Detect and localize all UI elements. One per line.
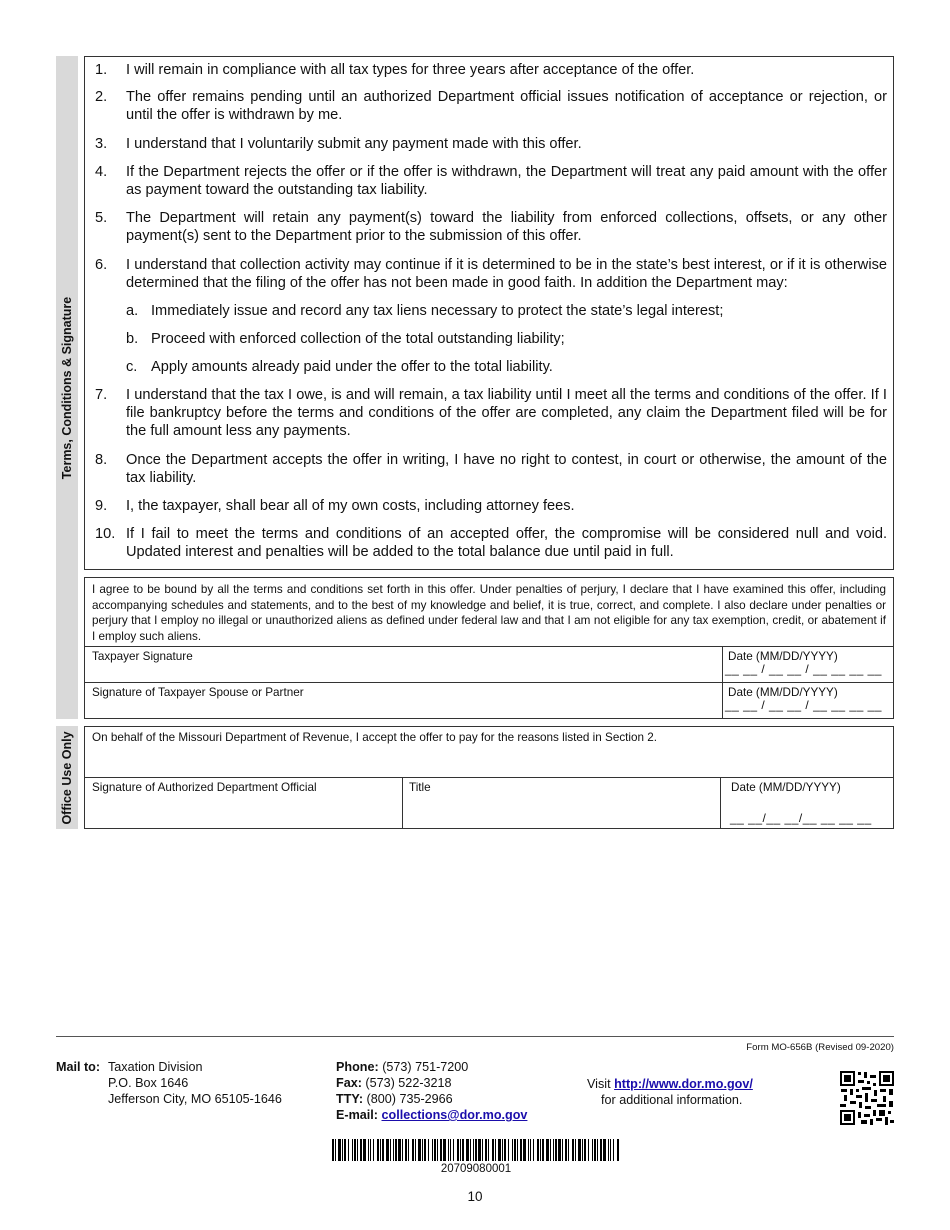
spouse-signature-label: Signature of Taxpayer Spouse or Partner (92, 686, 304, 699)
fax-line: Fax: (573) 522-3218 (336, 1076, 452, 1090)
taxpayer-signature-field[interactable] (86, 647, 721, 681)
website-link[interactable]: http://www.dor.mo.gov/ (614, 1077, 753, 1091)
tty-line: TTY: (800) 735-2966 (336, 1092, 453, 1106)
office-date-label: Date (MM/DD/YYYY) (731, 781, 841, 794)
form-id: Form MO-656B (Revised 09-2020) (746, 1042, 894, 1053)
term-item: 10. If I fail to meet the terms and conditions of an accepted offer, the compromise will be considered null and void. Updated interest and penalties will be added to the total balance due until paid in full. (95, 526, 887, 561)
footer-rule (56, 1036, 894, 1037)
term-item: 9. I, the taxpayer, shall bear all of my own costs, including attorney fees. (95, 498, 575, 514)
office-use-box (84, 726, 894, 829)
mail-to-label: Mail to: (56, 1060, 101, 1074)
email-link[interactable]: collections@dor.mo.gov (381, 1108, 528, 1122)
visit-suffix: for additional information. (601, 1093, 743, 1107)
agreement-statement: I agree to be bound by all the terms and conditions set forth in this offer. Under penalties of perjury, I declare that I have examined this offer, including accompanying schedules and statements, and to the best of my knowledge and belief, it is true, correct, and complete. I also declare under penalties or perjury that I employ no illegal or unauthorized aliens as defined under federal law and that I am not eligible for any tax exemption, credit, or abatement if I employ such aliens. (92, 583, 886, 643)
visit-line: Visit http://www.dor.mo.gov/ (587, 1077, 753, 1091)
title-field[interactable] (403, 778, 719, 828)
official-signature-label: Signature of Authorized Department Official (92, 781, 317, 794)
term-item: 8. Once the Department accepts the offer in writing, I have no right to contest, in court or otherwise, the amount of the tax liability. (95, 452, 887, 487)
office-date-field[interactable]: __ __/__ __/__ __ __ __ (730, 811, 872, 825)
term-item: 6. I understand that collection activity may continue if it is determined to be in the state’s best interest, or if it is otherwise determined that the filing of the offer has not been made in good faith. In addition the Department may: (95, 257, 887, 292)
barcode-number: 20709080001 (440, 1163, 512, 1175)
spouse-date-label: Date (MM/DD/YYYY) (728, 686, 838, 699)
title-label: Title (409, 781, 431, 794)
barcode-icon (332, 1139, 620, 1161)
term-item: 7. I understand that the tax I owe, is and will remain, a tax liability until I meet all the terms and conditions of the offer. If I file bankruptcy before the terms and conditions of the offer are completed, any claim the Department filed will be for the full amount less any payments. (95, 387, 887, 440)
spouse-date-field[interactable]: __ __ / __ __ / __ __ __ __ (725, 698, 882, 712)
mail-address-line: P.O. Box 1646 (108, 1076, 189, 1090)
divider (720, 777, 721, 828)
taxpayer-date-label: Date (MM/DD/YYYY) (728, 650, 838, 663)
phone-line: Phone: (573) 751-7200 (336, 1060, 469, 1074)
term-item: 1. I will remain in compliance with all tax types for three years after acceptance of the offer. (95, 62, 695, 78)
term-item: 3. I understand that I voluntarily submit any payment made with this offer. (95, 136, 582, 152)
terms-side-tab (56, 56, 78, 719)
page-number: 10 (467, 1189, 483, 1204)
taxpayer-signature-label: Taxpayer Signature (92, 650, 193, 663)
term-item: 5. The Department will retain any payment(s) toward the liability from enforced collections, offsets, or any other payment(s) sent to the Department prior to the submission of this offer. (95, 210, 887, 245)
official-signature-field[interactable] (86, 778, 401, 828)
qr-code-icon (840, 1071, 894, 1125)
email-line: E-mail: collections@dor.mo.gov (336, 1108, 528, 1122)
office-side-tab (56, 726, 78, 829)
mail-address-line: Jefferson City, MO 65105-1646 (108, 1092, 282, 1106)
taxpayer-date-field[interactable]: __ __ / __ __ / __ __ __ __ (725, 662, 882, 676)
mail-address-line: Taxation Division (108, 1060, 203, 1074)
term-subitem: b. Proceed with enforced collection of the total outstanding liability; (126, 331, 565, 347)
term-item: 4. If the Department rejects the offer or if the offer is withdrawn, the Department will treat any paid amount with the offer as payment toward the outstanding tax liability. (95, 164, 887, 199)
terms-side-tab-label: Terms, Conditions & Signature (60, 296, 74, 479)
agreement-signature-box (84, 577, 894, 719)
term-subitem: a. Immediately issue and record any tax liens necessary to protect the state’s legal interest; (126, 303, 724, 319)
office-acceptance-statement: On behalf of the Missouri Department of Revenue, I accept the offer to pay for the reasons listed in Section 2. (92, 731, 657, 744)
divider (722, 646, 723, 718)
office-side-tab-label: Office Use Only (60, 730, 74, 825)
term-item: 2. The offer remains pending until an authorized Department official issues notification of acceptance or rejection, or until the offer is withdrawn by me. (95, 89, 887, 124)
term-subitem: c. Apply amounts already paid under the offer to the total liability. (126, 359, 553, 375)
spouse-signature-field[interactable] (86, 683, 721, 717)
terms-conditions-box (84, 56, 894, 570)
